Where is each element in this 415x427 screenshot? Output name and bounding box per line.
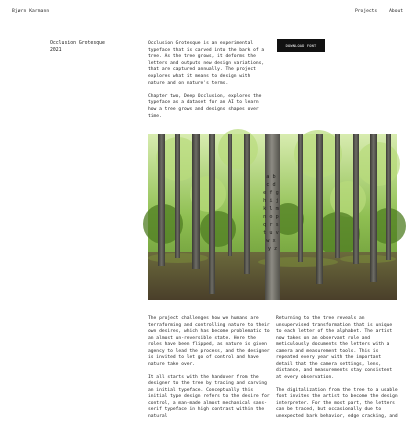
forest-photo bbox=[148, 134, 397, 300]
intro-paragraph: Occlusion Grotesque is an experimental typeface that is carved into the bark of a tree. As the tree grows, it deforms the letters and outputs new design variations, that are captured annually. The project explores what it means to design with nature and on nature's terms. bbox=[148, 41, 265, 86]
body-column-left bbox=[148, 316, 270, 427]
body-paragraph: The project challenges how we humans are terraforming and controlling nature to their own desires, which has become problematic to an almost un-reversible state. Here the roles have been flipped, as nature is given agency to lead the process, and the designer is invited to let go of control and have nature take over. bbox=[148, 316, 270, 367]
nav-about-link[interactable]: About bbox=[389, 9, 403, 14]
carved-letters: a b c d e f g h i j k l m n o p q r s t u v w x y z bbox=[263, 174, 279, 252]
body-column-right bbox=[276, 316, 398, 427]
nav-projects-link[interactable]: Projects bbox=[355, 9, 378, 14]
body-paragraph: It all starts with the handover from the designer to the tree by tracing and carving an initial typeface. Conceptually this initial type design refers to the desire for control, a man-made almost mechanical sans-serif typeface in high contrast within the natural bbox=[148, 374, 270, 419]
site-title[interactable]: Bjørn Karmann bbox=[12, 9, 50, 14]
body-paragraph: The digitalization from the tree to a usable font invites the artist to become the design interpreter. For the most part, the letters can be traced, but occasionally due to unexpected bark behavior, edge cracking, and bbox=[276, 387, 398, 419]
project-year: 2021 bbox=[50, 47, 62, 53]
download-font-button[interactable]: DOWNLOAD FONT bbox=[277, 39, 325, 52]
top-nav bbox=[355, 9, 403, 14]
intro-text bbox=[148, 41, 268, 127]
project-title bbox=[50, 41, 130, 54]
intro-paragraph: Chapter two, Deep Occlusion, explores the typeface as a dataset for an AI to learn how a tree grows and designs shapes over time. bbox=[148, 93, 262, 119]
body-paragraph: Returning to the tree reveals an unsupervised transformation that is unique to each letter of the alphabet. The artist now takes on an observant role and meticulously documents the letters with a camera and measurement tools. This is repeated every year with the important detail that the camera settings, lens, distance, and measurements stay consistent at every observation. bbox=[276, 316, 393, 380]
project-name: Occlusion Grotesque bbox=[50, 41, 105, 46]
